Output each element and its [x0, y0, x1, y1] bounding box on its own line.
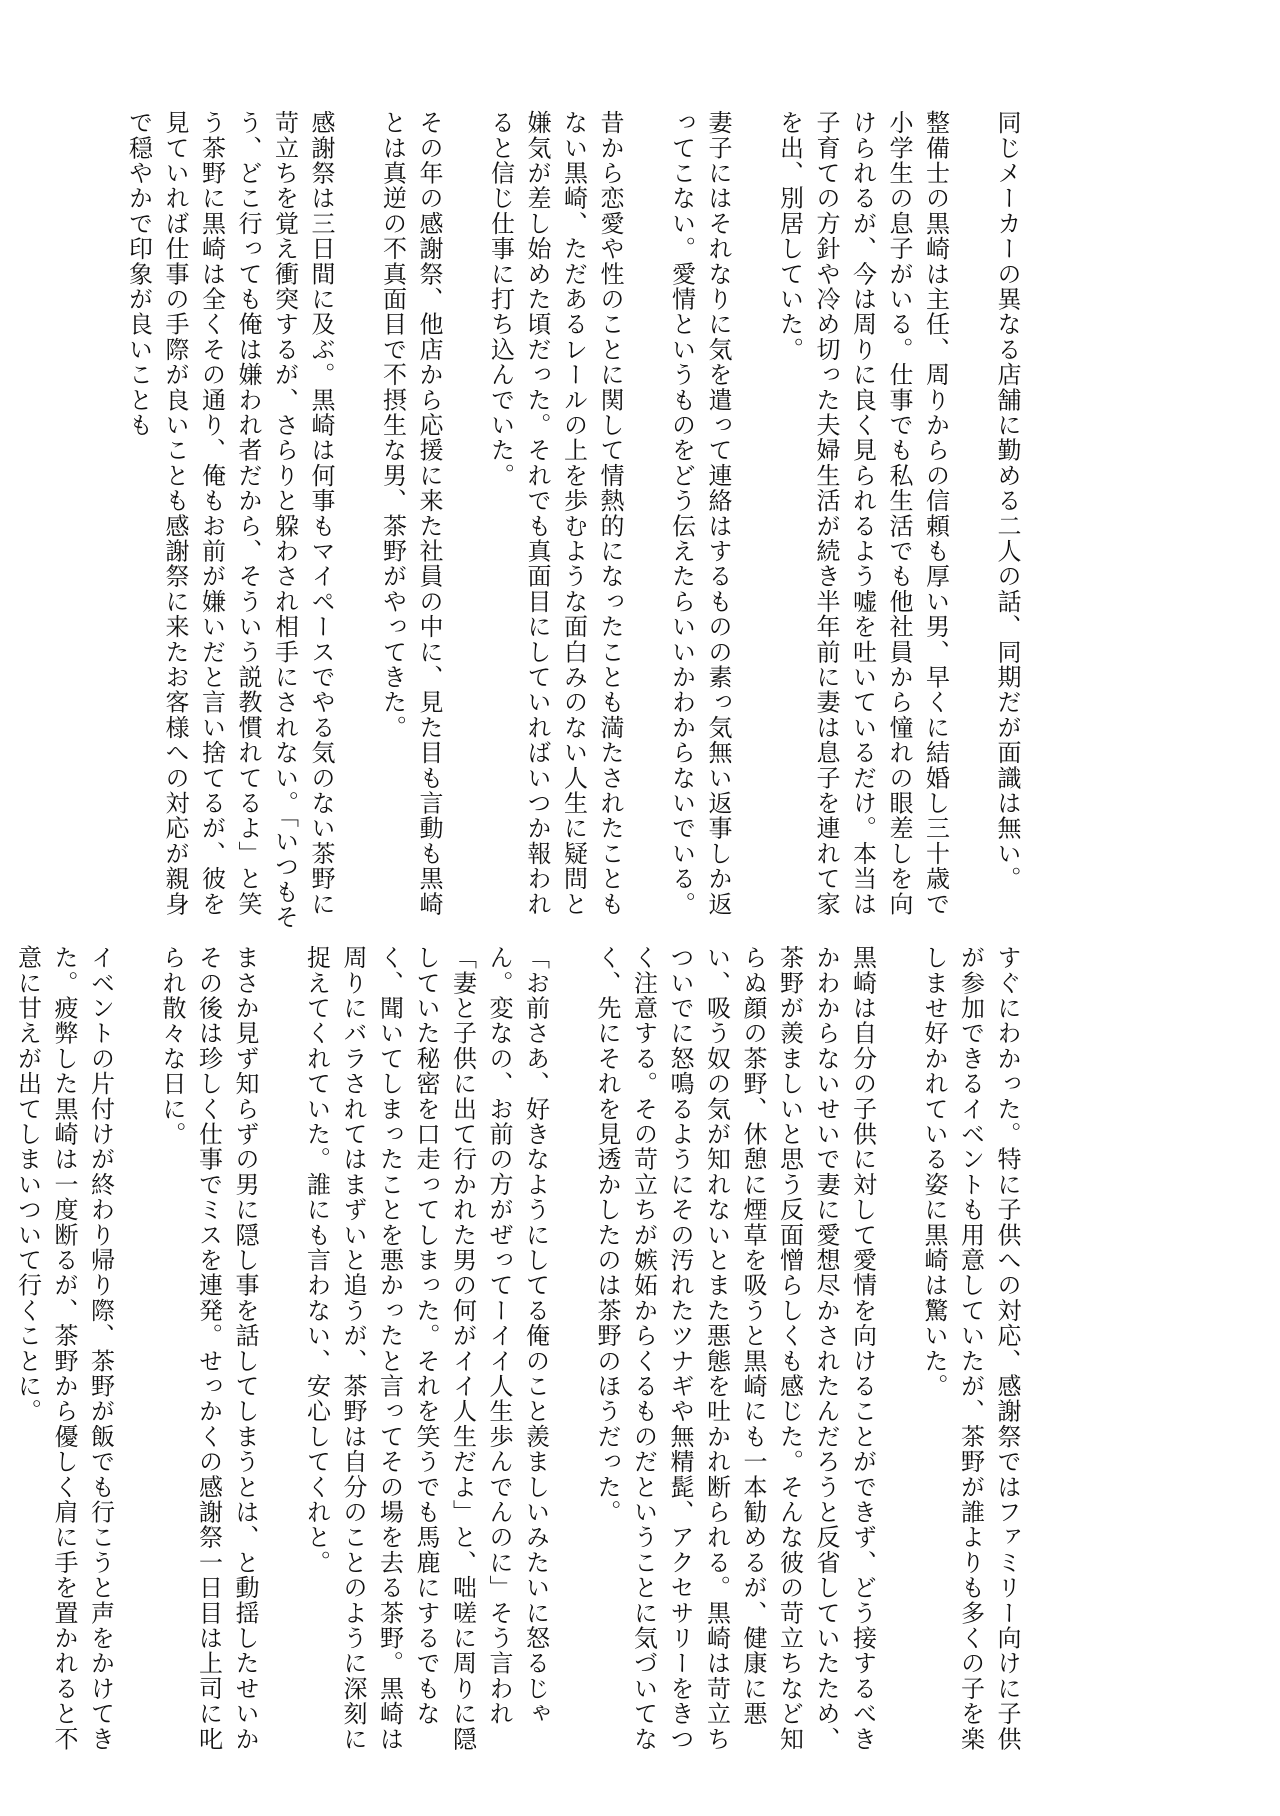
- paragraph: 感謝祭は三日間に及ぶ。黒崎は何事もマイペースでやる気のない茶野に苛立ちを覚え衝突するが、さらりと躱わされ相手にされない。「いつもそう、どこ行っても俺は嫌われ者だから、そういう説教慣れてるよ」と笑う茶野に黒崎は全くその通り、俺もお前が嫌いだと言い捨てるが、彼を見ていれば仕事の手際が良いことも感謝祭に来たお客様への対応が親身で穏やかで印象が良いことも: [124, 110, 335, 930]
- paragraph: 同じメーカーの異なる店舗に勤める二人の話、同期だが面識は無い。: [993, 110, 1021, 892]
- text-block: [771, 110, 954, 940]
- paragraph: その年の感謝祭、他店から応援に来た社員の中に、見た目も言動も黒崎とは真逆の不真面目で不摂生な男、茶野がやってきた。: [378, 110, 443, 917]
- paragraph: 黒崎は自分の子供に対して愛情を向けることができず、どう接するべきかわからないせいで妻に愛想尽かされたんだろうと反省していたため、茶野が羨ましいと思う反面憎らしくも感じた。そんな彼の苛立ちなど知らぬ顔の茶野、休憩に煙草を吸うと黒崎にも一本勧めるが、健康に悪い、吸う奴の気が知れないとまた悪態を吐かれ断られる。黒崎は苛立ちついでに怒鳴るようにその汚れたツナギや無精髭、アクセサリーをきつく注意する。その苛立ちが嫉妬からくるものだということに気づいてなく、先にそれを見透かしたのは茶野のほうだった。: [593, 945, 877, 1752]
- paragraph: 昔から恋愛や性のことに関して情熱的になったことも満たされたこともない黒崎、ただあるレールの上を歩むような面白みのない人生に疑問と嫌気が差し始めた頃だった。それでも真面目にしていればいつか報われると信じ仕事に打ち込んでいた。: [486, 110, 624, 917]
- text-block: [589, 945, 881, 1775]
- lower-text-tier: [13, 945, 1025, 1775]
- text-block: [120, 110, 339, 940]
- text-block: [9, 945, 119, 1775]
- text-block: [298, 945, 554, 1775]
- paragraph: 「お前さあ、好きなようにしてる俺のこと羨ましいみたいに怒るじゃん。変なの、お前の方がぜってーイイ人生歩んでんのに」そう言われ「妻と子供に出て行かれた男の何がイイ人生だよ」と、咄嗟に周りに隠していた秘密を口走ってしまった。それを笑うでも馬鹿にするでもなく、聞いてしまったことを悪かったと言ってその場を去る茶野。黒崎は周りにバラされてはまずいと追うが、茶野は自分のことのように深刻に捉えてくれていた。誰にも言わない、安心してくれと。: [302, 945, 550, 1752]
- paragraph: 妻子にはそれなりに気を遣って連絡はするものの素っ気無い返事しか返ってこない。愛情というものをどう伝えたらいいかわからないでいる。: [667, 110, 732, 917]
- paragraph: イベントの片付けが終わり帰り際、茶野が飯でも行こうと声をかけてきた。疲弊した黒崎は一度断るが、茶野から優しく肩に手を置かれると不意に甘えが出てしまいついて行くことに。: [13, 945, 115, 1752]
- text-block: [154, 945, 264, 1775]
- text-block: [482, 110, 628, 940]
- text-block: [374, 110, 447, 940]
- text-block: [663, 110, 736, 940]
- paragraph: 整備士の黒崎は主任、周りからの信頼も厚い男、早くに結婚し三十歳で小学生の息子がいる。仕事でも私生活でも他社員から憧れの眼差しを向けられるが、今は周りに良く見られるよう嘘を吐いているだけ。本当は子育ての方針や冷め切った夫婦生活が続き半年前に妻は息子を連れて家を出、別居していた。: [775, 110, 950, 917]
- text-block: [916, 945, 1026, 1775]
- text-block: [989, 110, 1026, 940]
- paragraph: すぐにわかった。特に子供への対応、感謝祭ではファミリー向けに子供が参加できるイベントも用意していたが、茶野が誰よりも多くの子を楽しませ好かれている姿に黒崎は驚いた。: [920, 945, 1021, 1752]
- upper-text-tier: [124, 110, 1025, 940]
- paragraph: まさか見ず知らずの男に隠し事を話してしまうとは、と動揺したせいかその後は珍しく仕事でミスを連発。せっかくの感謝祭一日目は上司に叱られ散々な日に。: [158, 945, 259, 1752]
